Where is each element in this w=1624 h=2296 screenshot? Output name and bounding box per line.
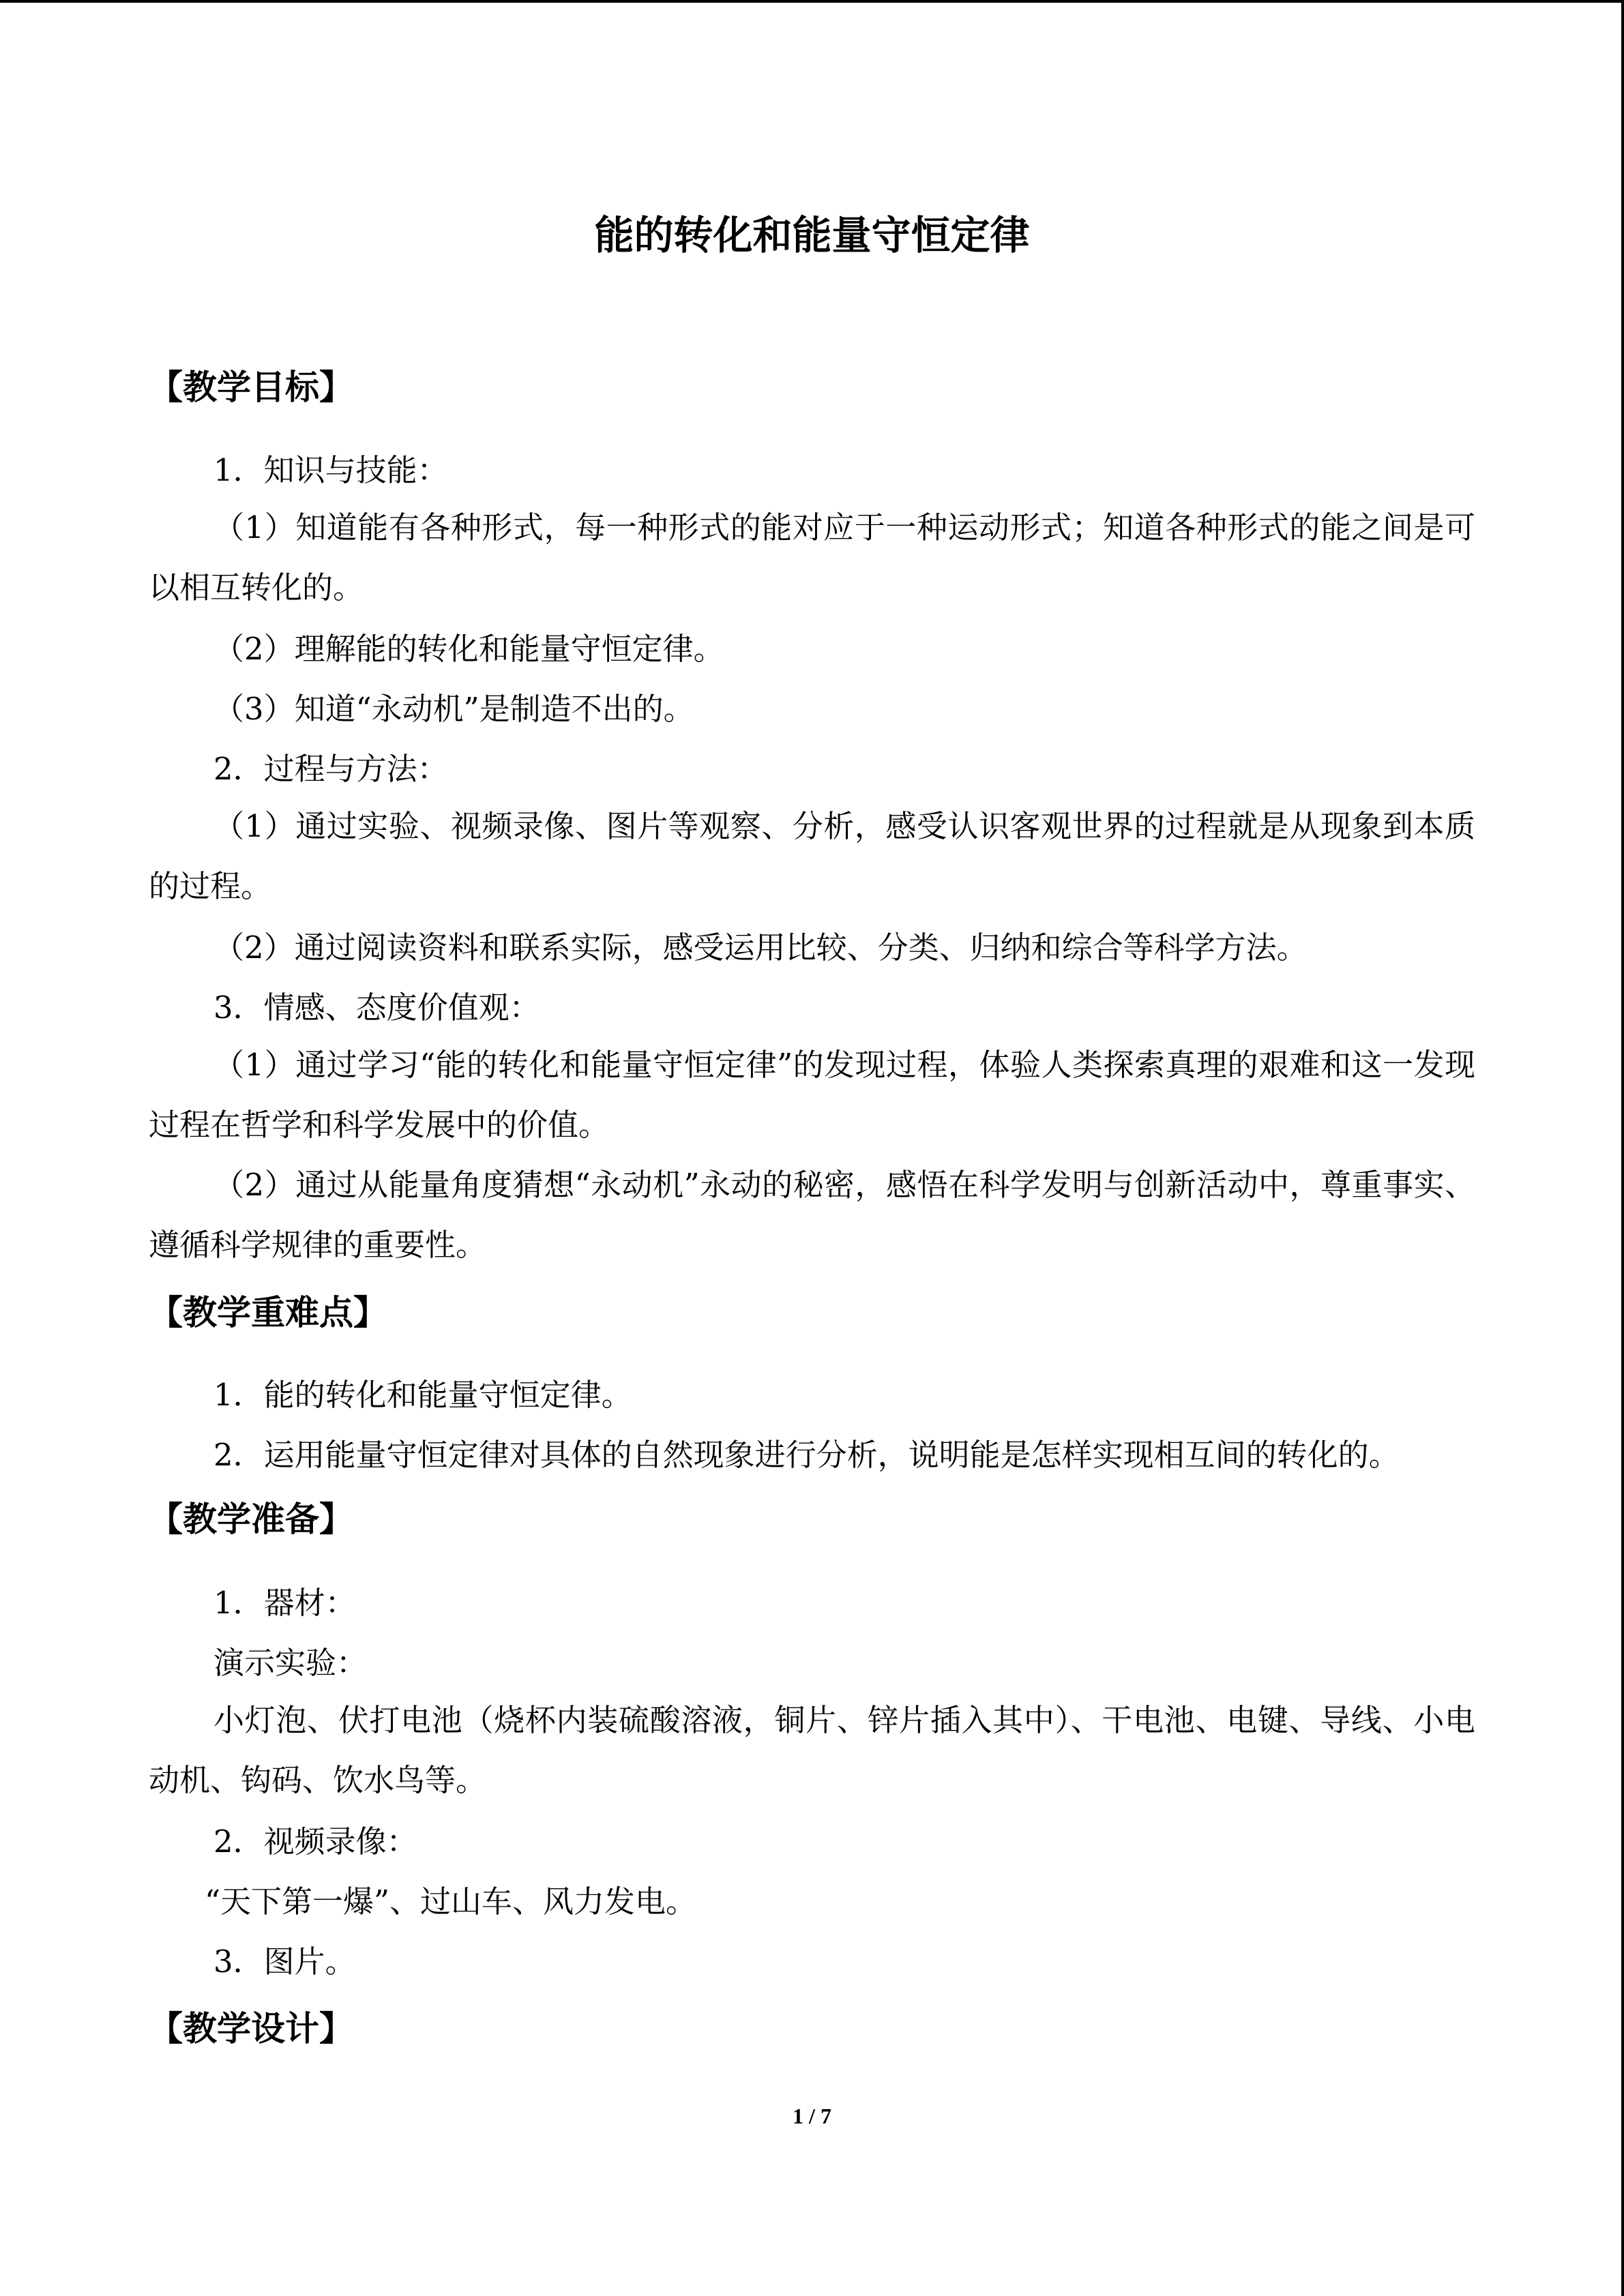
objective-item-3-1: （1）通过学习“能的转化和能量守恒定律”的发现过程，体验人类探索真理的艰难和这一发现过程在哲学和科学发展中的价值。	[149, 1047, 1475, 1143]
preparation-equipment: 1．器材：	[213, 1585, 356, 1621]
key-point-item-2: 2．运用能量守恒定律对具体的自然现象进行分析，说明能是怎样实现相互间的转化的。	[213, 1437, 1400, 1473]
page-border-right	[1621, 0, 1624, 2296]
objective-item-2-2: （2）通过阅读资料和联系实际，感受运用比较、分类、归纳和综合等科学方法。	[213, 929, 1308, 966]
objective-process-methods: 2．过程与方法：	[213, 751, 448, 787]
objective-knowledge-skills: 1．知识与技能：	[213, 452, 448, 488]
page-number: 1 / 7	[793, 2104, 831, 2128]
preparation-demo-items: 小灯泡、伏打电池（烧杯内装硫酸溶液，铜片、锌片插入其中）、干电池、电键、导线、小电动机、钩码、饮水鸟等。	[149, 1702, 1475, 1798]
section-heading-key-points: 【教学重难点】	[149, 1293, 387, 1332]
objective-item-2-1: （1）通过实验、视频录像、图片等观察、分析，感受认识客观世界的过程就是从现象到本质的过程。	[149, 808, 1475, 904]
document-title: 能的转化和能量守恒定律	[594, 212, 1030, 258]
page-border-top	[0, 0, 1624, 3]
objective-item-1-2: （2）理解能的转化和能量守恒定律。	[213, 631, 724, 667]
key-point-item-1: 1．能的转化和能量守恒定律。	[213, 1377, 632, 1413]
preparation-video-items: “天下第一爆”、过山车、风力发电。	[205, 1883, 697, 1920]
preparation-video: 2．视频录像：	[213, 1823, 417, 1860]
preparation-pictures: 3．图片。	[213, 1943, 356, 1980]
section-heading-preparation: 【教学准备】	[149, 1500, 353, 1539]
objective-item-1-1: （1）知道能有各种形式，每一种形式的能对应于一种运动形式；知道各种形式的能之间是可以相互转化的。	[149, 509, 1475, 606]
section-heading-objectives: 【教学目标】	[149, 368, 353, 407]
objective-item-1-3: （3）知道“永动机”是制造不出的。	[213, 691, 694, 727]
section-heading-design: 【教学设计】	[149, 2009, 353, 2048]
objective-item-3-2: （2）通过从能量角度猜想“永动机”永动的秘密，感悟在科学发明与创新活动中，尊重事实、遵循科学规律的重要性。	[149, 1167, 1475, 1263]
preparation-demo-label: 演示实验：	[213, 1645, 368, 1681]
objective-attitudes-values: 3．情感、态度价值观：	[213, 989, 540, 1026]
